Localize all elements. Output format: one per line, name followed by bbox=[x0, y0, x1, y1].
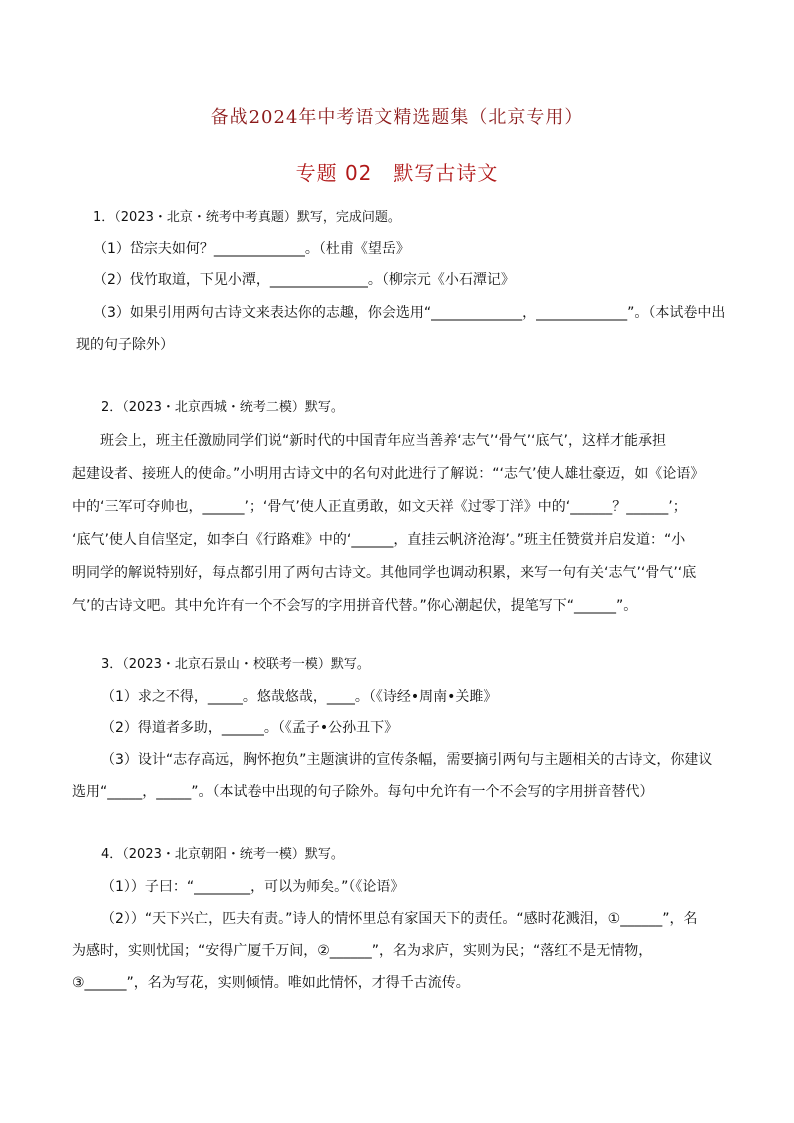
page-title: 备战2024年中考语文精选题集（北京专用） bbox=[210, 107, 584, 128]
question-4-line: 为感时，实则忧国；“安得广厦千万间，②______”，名为求庐，实则为民；“落红不是无情物， bbox=[72, 943, 653, 959]
question-1-line: （3）如果引用两句古诗文来表达你的志趣，你会选用“_____________，_____________”。（本试卷中出 bbox=[93, 305, 726, 321]
page-subtitle: 专题 02 默写古诗文 bbox=[295, 161, 499, 185]
question-4-line: ③______”，名为写花，实则倾情。唯如此情怀，才得千古流传。 bbox=[72, 975, 470, 991]
question-4-heading: 4．（2023・北京朝阳・统考一模）默写。 bbox=[101, 847, 344, 862]
question-2-heading: 2．（2023・北京西城・统考二模）默写。 bbox=[101, 400, 344, 415]
question-2-line: ‘底气’使人自信坚定，如李白《行路难》中的‘______，直挂云帆济沧海’。”班主任赞赏并启发道：“小 bbox=[72, 532, 686, 548]
question-3-line: （2）得道者多助，______。（《孟子•公孙丑下》 bbox=[101, 720, 399, 736]
question-4-line: （1））子曰：“________，可以为师矣。”（《论语》 bbox=[101, 879, 405, 895]
question-3-line: 选用“_____，_____”。（本试卷中出现的句子除外。每句中允许有一个不会写的字用拼音替代） bbox=[72, 784, 654, 800]
question-1-heading: 1．（2023・北京・统考中考真题）默写，完成问题。 bbox=[93, 210, 401, 225]
question-1-line: 现的句子除外） bbox=[76, 337, 174, 353]
question-3-heading: 3．（2023・北京石景山・校联考一模）默写。 bbox=[101, 657, 370, 672]
question-4-line: （2））“天下兴亡，匹夫有责。”诗人的情怀里总有家国天下的责任。“感时花溅泪，①______”，名 bbox=[101, 911, 698, 927]
question-2-line: 气’的古诗文吧。其中允许有一个不会写的字用拼音代替。”你心潮起伏，提笔写下“______”。 bbox=[72, 598, 638, 614]
question-3-line: （1）求之不得，_____。悠哉悠哉，____。（《诗经•周南•关雎》 bbox=[101, 689, 498, 705]
question-2-line: 明同学的解说特别好，每点都引用了两句古诗文。其他同学也调动积累，来写一句有关‘志气’‘骨气’‘底 bbox=[72, 565, 697, 581]
question-3-line: （3）设计“志存高远，胸怀抱负”主题演讲的宣传条幅，需要摘引两句与主题相关的古诗文，你建议 bbox=[101, 752, 713, 768]
question-1-line: （1）岱宗夫如何？_____________。（杜甫《望岳》 bbox=[93, 241, 410, 257]
question-2-line: 班会上，班主任激励同学们说“新时代的中国青年应当善养‘志气’‘骨气’‘底气’，这样才能承担 bbox=[100, 433, 666, 449]
question-1-line: （2）伐竹取道，下见小潭，______________。（柳宗元《小石潭记》 bbox=[93, 272, 515, 288]
question-2-line: 中的‘三军可夺帅也，______’；‘骨气’使人正直勇敢，如文天祥《过零丁洋》中的‘______？______’； bbox=[72, 499, 687, 515]
question-2-line: 起建设者、接班人的使命。”小明用古诗文中的名句对此进行了解说：“‘志气’使人雄壮豪迈，如《论语》 bbox=[72, 466, 705, 482]
